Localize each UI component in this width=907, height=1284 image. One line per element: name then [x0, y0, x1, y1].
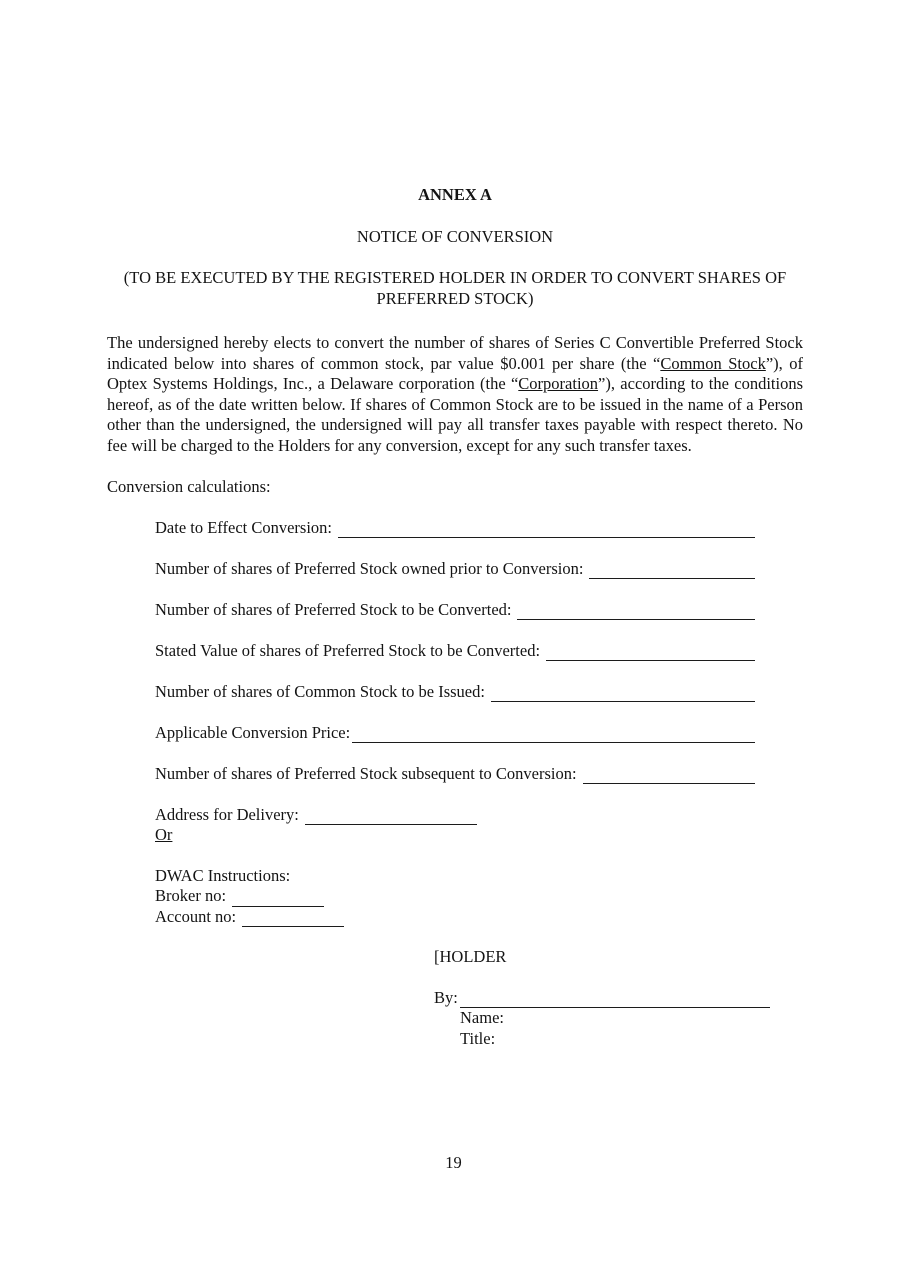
field-row-address-for-delivery: [155, 805, 755, 826]
blank-line: [491, 686, 755, 702]
blank-line: [589, 563, 755, 579]
field-label: Date to Effect Conversion:: [155, 517, 333, 537]
or-label: Or: [155, 825, 173, 844]
signature-name-label: Name:: [460, 1008, 504, 1027]
field-label: Number of shares of Preferred Stock to be Converted:: [155, 599, 512, 619]
field-label: Stated Value of shares of Preferred Stock to be Converted:: [155, 640, 541, 660]
field-label: Applicable Conversion Price:: [155, 722, 351, 742]
field-row-shares-to-be-converted: [155, 600, 755, 621]
dwac-heading: DWAC Instructions:: [155, 865, 291, 885]
annex-title: ANNEX A: [418, 185, 492, 204]
blank-line: [546, 645, 755, 661]
signature-title-label: Title:: [460, 1028, 496, 1048]
field-row-applicable-conversion-price: [155, 723, 755, 744]
field-label: Number of shares of Common Stock to be Issued:: [155, 681, 485, 701]
field-label: Account no:: [155, 906, 237, 926]
blank-line: [583, 768, 755, 784]
field-label: Address for Delivery:: [155, 804, 299, 824]
blank-line: [232, 891, 324, 907]
page-number: 19: [445, 1153, 462, 1172]
body-run-3: ”), according to the conditions hereof, as of the date written below. If shares of Common Stock are to be issued in the name of a Person other than the undersigned, the undersigned will pay all transfer taxes payable with respect thereto. No fee will be charged to the Holders for any conversion, except for any such transfer taxes.: [107, 374, 804, 455]
blank-line: [338, 522, 755, 538]
field-row-common-stock-issued: [155, 682, 755, 703]
field-label: Number of shares of Preferred Stock owned prior to Conversion:: [155, 558, 584, 578]
signature-by-row: [434, 988, 770, 1009]
blank-line: [242, 911, 344, 927]
or-separator: [155, 825, 803, 846]
field-row-broker-no: [155, 886, 755, 907]
notice-subtitle: NOTICE OF CONVERSION: [356, 226, 554, 246]
holder-label: [HOLDER: [434, 947, 507, 966]
blank-line: [517, 604, 755, 620]
field-row-shares-owned-prior: [155, 559, 755, 580]
by-label: By:: [434, 987, 458, 1007]
blank-line: [305, 809, 477, 825]
field-row-stated-value: [155, 641, 755, 662]
field-row-account-no: [155, 907, 755, 928]
defined-term-common-stock: Common Stock: [660, 353, 766, 373]
signature-line: [460, 992, 770, 1008]
field-label: Broker no:: [155, 886, 227, 905]
field-label: Number of shares of Preferred Stock subsequent to Conversion:: [155, 763, 577, 783]
field-row-shares-subsequent: [155, 764, 755, 785]
calculations-heading: Conversion calculations:: [107, 477, 271, 496]
blank-line: [352, 727, 755, 743]
dwac-instructions-block: [155, 866, 803, 928]
signature-block: [434, 947, 803, 1049]
field-row-date-to-effect-conversion: [155, 518, 755, 539]
body-run-2: ”), of Optex Systems Holdings, Inc., a Delaware corporation (the “: [107, 353, 803, 393]
execution-instruction: (TO BE EXECUTED BY THE REGISTERED HOLDER IN ORDER TO CONVERT SHARES OF PREFERRED STOCK): [123, 268, 787, 308]
defined-term-corporation: Corporation: [518, 374, 599, 393]
body-run-1: The undersigned hereby elects to convert the number of shares of Series C Convertible Preferred Stock indicated below into shares of common stock, par value $0.001 per share (the “: [107, 333, 803, 373]
body-paragraph: [107, 333, 803, 456]
